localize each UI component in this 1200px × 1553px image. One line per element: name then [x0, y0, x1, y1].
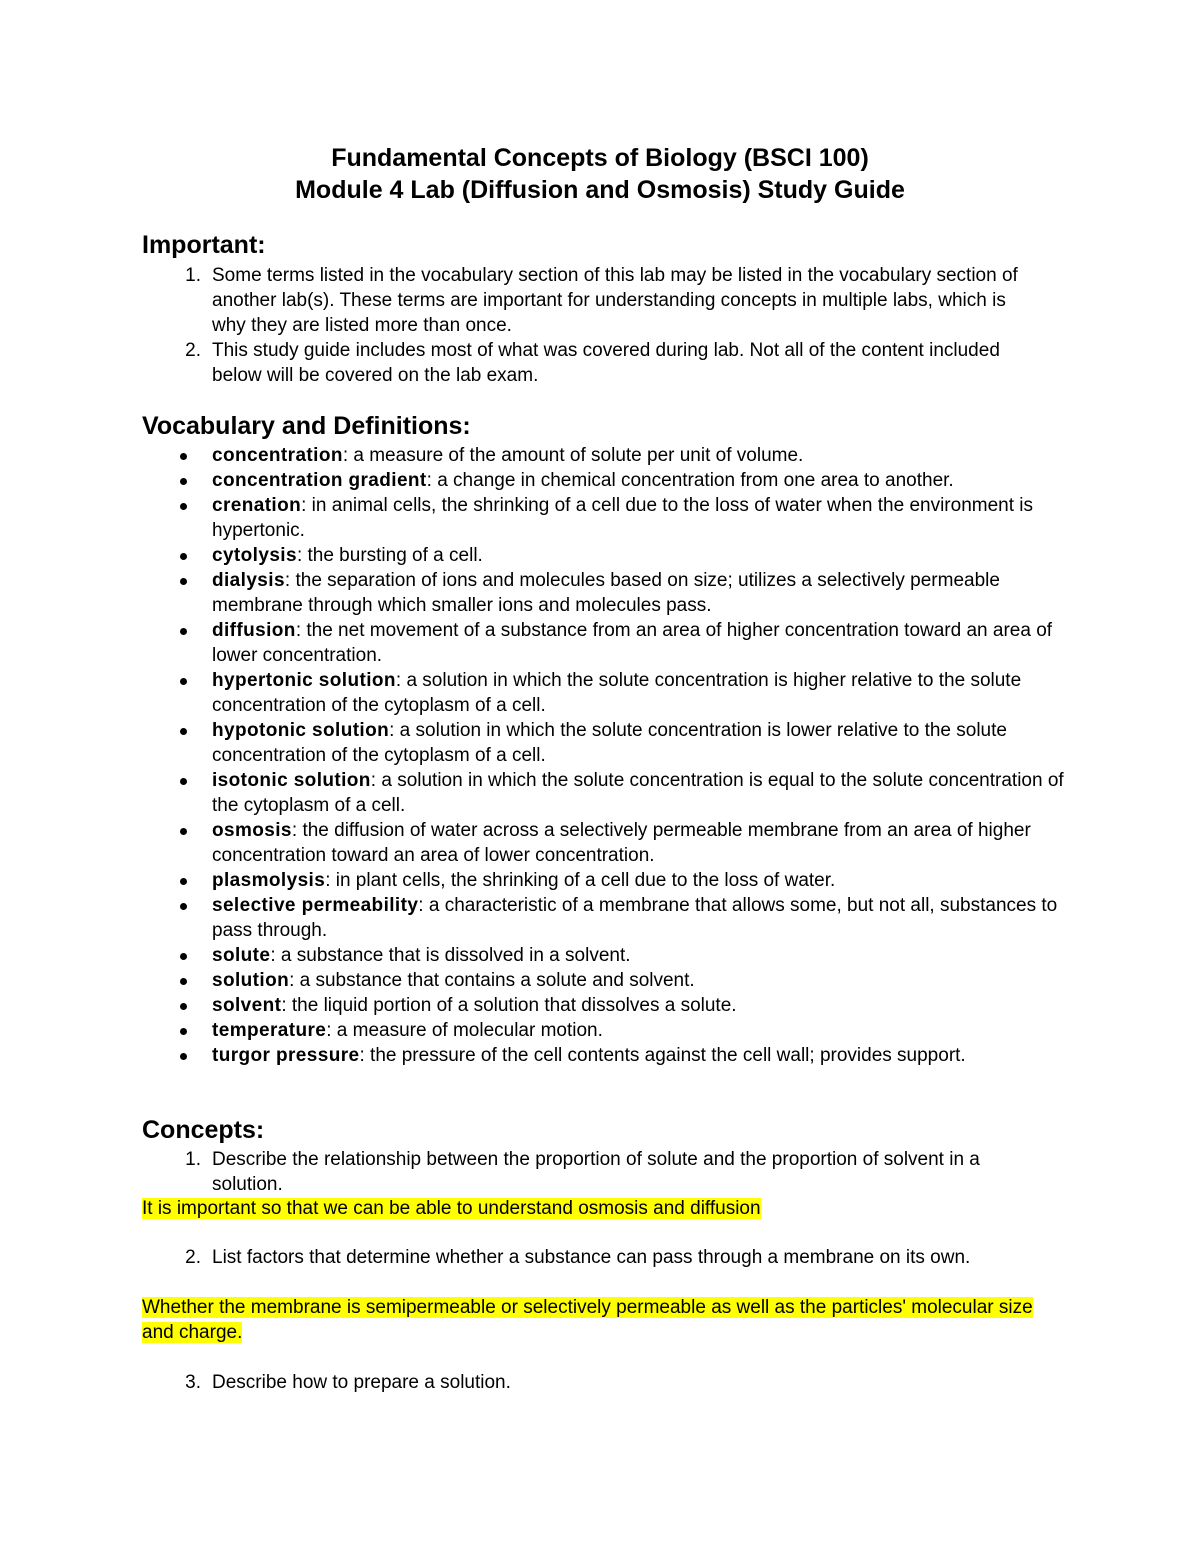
item-text: Some terms listed in the vocabulary section of this lab may be listed in the vocabulary section of another lab(s). These terms are important for understanding concepts in multiple labs, which is why they are listed more than once. [212, 265, 1018, 336]
important-list [142, 263, 1042, 388]
bullet-icon [180, 878, 187, 885]
bullet-icon [180, 1028, 187, 1035]
bullet-icon [180, 828, 187, 835]
vocab-term: isotonic solution [212, 770, 371, 791]
vocab-item [142, 1043, 1072, 1068]
question-text: List factors that determine whether a substance can pass through a membrane on its own. [212, 1247, 971, 1268]
vocab-definition: : a measure of molecular motion. [326, 1020, 603, 1041]
vocab-item [142, 493, 1072, 543]
vocab-term: concentration [212, 445, 343, 466]
vocab-item [142, 868, 1072, 893]
vocab-term: hypotonic solution [212, 720, 390, 741]
bullet-icon [180, 978, 187, 985]
vocab-term: solvent [212, 995, 282, 1016]
vocab-definition: : in animal cells, the shrinking of a cell due to the loss of water when the environment is hypertonic. [212, 495, 1034, 541]
bullet-icon [180, 578, 187, 585]
concept-question-3 [142, 1370, 1052, 1395]
bullet-icon [180, 953, 187, 960]
vocabulary-heading: Vocabulary and Definitions: [142, 412, 471, 440]
list-item [142, 1245, 1052, 1270]
bullet-icon [180, 678, 187, 685]
vocab-item [142, 668, 1072, 718]
vocab-item [142, 968, 1072, 993]
vocab-term: solution [212, 970, 290, 991]
list-item [142, 1370, 1052, 1395]
vocab-item [142, 893, 1072, 943]
concepts-heading: Concepts: [142, 1116, 265, 1144]
vocab-item [142, 543, 1072, 568]
vocab-item [142, 768, 1072, 818]
item-number: 1. [185, 1149, 201, 1170]
question-text: Describe the relationship between the proportion of solute and the proportion of solvent in a solution. [212, 1149, 980, 1195]
bullet-icon [180, 628, 187, 635]
vocab-item [142, 1018, 1072, 1043]
vocab-definition: : the bursting of a cell. [296, 545, 483, 566]
item-number: 2. [185, 340, 201, 361]
concept-answer-1 [142, 1196, 761, 1221]
vocab-term: selective permeability [212, 895, 419, 916]
vocab-item [142, 993, 1072, 1018]
vocab-term: hypertonic solution [212, 670, 396, 691]
vocab-definition: : the net movement of a substance from an area of higher concentration toward an area of lower concentration. [212, 620, 1053, 666]
vocab-term: dialysis [212, 570, 285, 591]
highlighted-answer: Whether the membrane is semipermeable or selectively permeable as well as the particles' molecular size and charge. [142, 1297, 1033, 1343]
vocab-term: solute [212, 945, 271, 966]
document-title-line1: Fundamental Concepts of Biology (BSCI 100) [331, 144, 869, 172]
vocab-term: osmosis [212, 820, 292, 841]
vocab-term: turgor pressure [212, 1045, 360, 1066]
vocab-definition: : a solution in which the solute concentration is lower relative to the solute concentration of the cytoplasm of a cell. [212, 720, 1007, 766]
bullet-icon [180, 503, 187, 510]
important-heading: Important: [142, 231, 266, 259]
concept-answer-2 [142, 1295, 1042, 1345]
vocab-term: cytolysis [212, 545, 297, 566]
bullet-icon [180, 553, 187, 560]
vocabulary-list [142, 443, 1072, 1068]
vocab-item [142, 468, 1072, 493]
vocab-item [142, 818, 1072, 868]
item-number: 1. [185, 265, 201, 286]
bullet-icon [180, 453, 187, 460]
vocab-definition: : a solution in which the solute concentration is higher relative to the solute concentration of the cytoplasm of a cell. [212, 670, 1022, 716]
concept-question-2 [142, 1245, 1052, 1270]
vocab-definition: : the diffusion of water across a selectively permeable membrane from an area of higher concentration toward an area of lower concentration. [212, 820, 1031, 866]
vocab-definition: : a measure of the amount of solute per unit of volume. [342, 445, 804, 466]
vocab-definition: : the pressure of the cell contents against the cell wall; provides support. [359, 1045, 966, 1066]
item-number: 3. [185, 1372, 201, 1393]
item-text: This study guide includes most of what was covered during lab. Not all of the content included below will be covered on the lab exam. [212, 340, 1000, 386]
bullet-icon [180, 728, 187, 735]
document-title-line2: Module 4 Lab (Diffusion and Osmosis) Study Guide [295, 176, 905, 204]
bullet-icon [180, 1003, 187, 1010]
question-text: Describe how to prepare a solution. [212, 1372, 511, 1393]
vocab-definition: : the separation of ions and molecules based on size; utilizes a selectively permeable membrane through which smaller ions and molecules pass. [212, 570, 1000, 616]
list-item [142, 263, 1042, 338]
vocab-definition: : a change in chemical concentration from one area to another. [426, 470, 954, 491]
vocab-term: temperature [212, 1020, 327, 1041]
vocab-item [142, 943, 1072, 968]
bullet-icon [180, 903, 187, 910]
vocab-item [142, 618, 1072, 668]
item-number: 2. [185, 1247, 201, 1268]
vocab-term: crenation [212, 495, 302, 516]
list-item [142, 338, 1042, 388]
vocab-definition: : a characteristic of a membrane that allows some, but not all, substances to pass through. [212, 895, 1058, 941]
vocab-item [142, 718, 1072, 768]
concept-question-1 [142, 1147, 1052, 1197]
vocab-term: plasmolysis [212, 870, 326, 891]
bullet-icon [180, 478, 187, 485]
vocab-term: concentration gradient [212, 470, 427, 491]
vocab-item [142, 443, 1072, 468]
bullet-icon [180, 778, 187, 785]
vocab-definition: : a solution in which the solute concentration is equal to the solute concentration of the cytoplasm of a cell. [212, 770, 1064, 816]
vocab-definition: : a substance that is dissolved in a solvent. [270, 945, 631, 966]
vocab-definition: : the liquid portion of a solution that dissolves a solute. [281, 995, 737, 1016]
list-item [142, 1147, 1052, 1197]
vocab-item [142, 568, 1072, 618]
vocab-term: diffusion [212, 620, 296, 641]
vocab-definition: : in plant cells, the shrinking of a cell due to the loss of water. [325, 870, 836, 891]
highlighted-answer: It is important so that we can be able to understand osmosis and diffusion [142, 1198, 761, 1219]
bullet-icon [180, 1053, 187, 1060]
vocab-definition: : a substance that contains a solute and solvent. [289, 970, 695, 991]
